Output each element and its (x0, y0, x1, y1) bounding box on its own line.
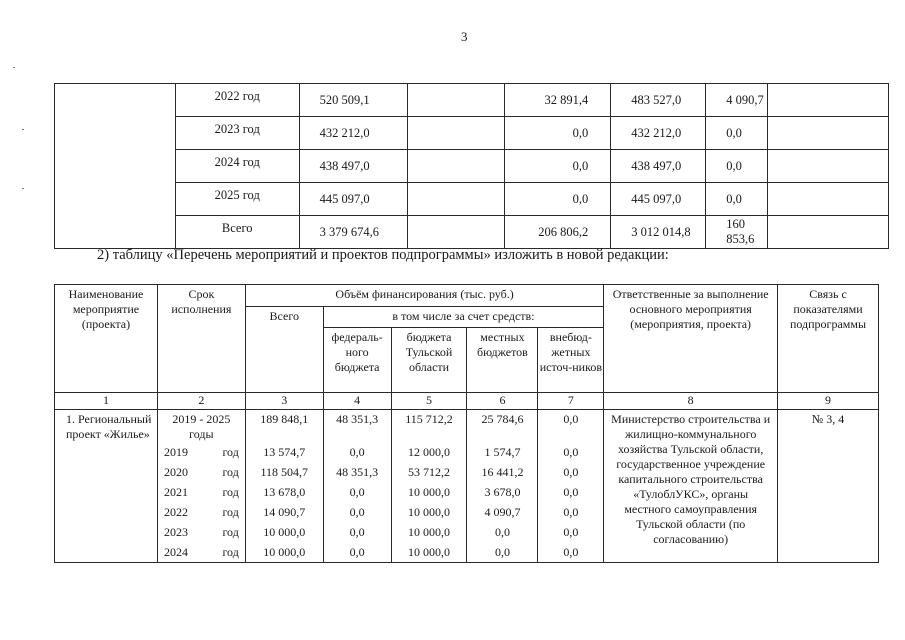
regional-year-value: 10 000,0 (408, 545, 451, 559)
local-cell: 0,0 (706, 183, 768, 216)
local-year-value: 3 678,0 (484, 485, 521, 499)
local-cell: 0,0 (706, 117, 768, 150)
total-year-value: 10 000,0 (263, 525, 306, 539)
scan-mark (22, 188, 24, 189)
federal-cell: 206 806,2 (505, 216, 611, 249)
federal-year-value: 48 351,3 (336, 465, 379, 479)
extra-column (538, 410, 604, 563)
responsible-cell: Министерство строительства и жилищно-коммунального хозяйства Тульской области, государственное учреждение капитального строительства «ТулоблУКС», органы местного самоуправления Тульской области (по согласованию) (604, 410, 778, 563)
column-number: 9 (778, 393, 879, 410)
year-unit: год (222, 445, 239, 459)
year-cell: 2022 год (175, 84, 299, 117)
column-number: 1 (55, 393, 158, 410)
local-cell: 4 090,7 (706, 84, 768, 117)
extra-year-value: 0,0 (563, 445, 579, 459)
year-line (158, 462, 245, 482)
regional-year-value: 53 712,2 (408, 465, 451, 479)
empty-cell (768, 84, 889, 117)
empty-cell (407, 150, 505, 183)
empty-cell (768, 183, 889, 216)
scan-mark (13, 67, 15, 68)
federal-period-value: 48 351,3 (336, 412, 379, 426)
empty-cell (407, 84, 505, 117)
total-year-value: 13 678,0 (263, 485, 306, 499)
header-responsible: Ответственные за выполнение основного мероприятия (мероприятия, проекта) (604, 285, 778, 393)
year-value: 2023 (163, 525, 188, 539)
extra-year-value: 0,0 (563, 505, 579, 519)
link-cell: № 3, 4 (778, 410, 879, 563)
header-link: Связь с показателями подпрограммы (778, 285, 879, 393)
instruction-paragraph: 2) таблицу «Перечень мероприятий и проектов подпрограммы» изложить в новой редакции: (97, 247, 669, 263)
page-number: 3 (461, 29, 468, 44)
federal-cell: 0,0 (505, 150, 611, 183)
federal-year-value: 0,0 (349, 545, 365, 559)
total-year-value: 14 090,7 (263, 505, 306, 519)
year-value: 2021 (163, 485, 188, 499)
regional-period-value: 115 712,2 (405, 412, 453, 426)
regional-cell: 445 097,0 (611, 183, 706, 216)
empty-cell (407, 117, 505, 150)
local-year-value: 4 090,7 (484, 505, 521, 519)
header-federal: федераль-ного бюджета (323, 328, 391, 393)
local-year-value: 16 441,2 (481, 465, 524, 479)
header-funding: Объём финансирования (тыс. руб.) (245, 285, 603, 307)
regional-year-value: 10 000,0 (408, 485, 451, 499)
federal-cell: 0,0 (505, 183, 611, 216)
header-name: Наименование мероприятие (проекта) (55, 285, 158, 393)
year-cell: 2024 год (175, 150, 299, 183)
year-unit: год (222, 465, 239, 479)
year-line (158, 522, 245, 542)
header-extra: внебюд-жетных источ-ников (538, 328, 604, 393)
term-cell (157, 410, 245, 563)
regional-year-value: 10 000,0 (408, 525, 451, 539)
period-label: 2019 - 2025 годы (172, 412, 231, 441)
local-year-value: 1 574,7 (484, 445, 521, 459)
year-unit: год (222, 505, 239, 519)
column-number: 5 (391, 393, 467, 410)
local-cell: 160 853,6 (706, 216, 768, 249)
empty-cell (768, 117, 889, 150)
federal-cell: 32 891,4 (505, 84, 611, 117)
year-cell: Всего (175, 216, 299, 249)
federal-cell: 0,0 (505, 117, 611, 150)
federal-year-value: 0,0 (349, 505, 365, 519)
total-column (245, 410, 323, 563)
total-year-value: 10 000,0 (263, 545, 306, 559)
table-row (55, 150, 889, 183)
regional-cell: 483 527,0 (611, 84, 706, 117)
regional-cell: 438 497,0 (611, 150, 706, 183)
header-term: Срок исполнения (157, 285, 245, 393)
header-regional: бюджета Тульской области (391, 328, 467, 393)
empty-cell (768, 150, 889, 183)
header-total: Всего (245, 307, 323, 393)
empty-cell (768, 216, 889, 249)
year-line (158, 502, 245, 522)
extra-year-value: 0,0 (563, 545, 579, 559)
extra-year-value: 0,0 (563, 485, 579, 499)
year-line (158, 542, 245, 562)
column-number: 3 (245, 393, 323, 410)
federal-year-value: 0,0 (349, 445, 365, 459)
total-cell: 432 212,0 (299, 117, 407, 150)
local-period-value: 25 784,6 (481, 412, 524, 426)
table-row (55, 216, 889, 249)
federal-year-value: 0,0 (349, 525, 365, 539)
federal-column (323, 410, 391, 563)
column-number: 6 (467, 393, 538, 410)
regional-cell: 3 012 014,8 (611, 216, 706, 249)
local-year-value: 0,0 (494, 525, 510, 539)
extra-year-value: 0,0 (563, 465, 579, 479)
column-number: 7 (538, 393, 604, 410)
total-cell: 3 379 674,6 (299, 216, 407, 249)
extra-year-value: 0,0 (563, 525, 579, 539)
year-value: 2022 (163, 505, 188, 519)
regional-year-value: 10 000,0 (408, 505, 451, 519)
header-local: местных бюджетов (467, 328, 538, 393)
blank-cell (55, 84, 176, 249)
scan-mark (22, 129, 24, 130)
measures-table (54, 284, 879, 563)
empty-cell (407, 216, 505, 249)
table-row (55, 84, 889, 117)
local-column (467, 410, 538, 563)
empty-cell (407, 183, 505, 216)
regional-year-value: 12 000,0 (408, 445, 451, 459)
column-number: 4 (323, 393, 391, 410)
year-unit: год (222, 525, 239, 539)
year-value: 2024 (163, 545, 188, 559)
local-year-value: 0,0 (494, 545, 510, 559)
table-row (55, 183, 889, 216)
year-line (158, 442, 245, 462)
year-value: 2020 (163, 465, 188, 479)
year-unit: год (222, 485, 239, 499)
year-line (158, 482, 245, 502)
header-including: в том числе за счет средств: (323, 307, 604, 328)
year-cell: 2023 год (175, 117, 299, 150)
year-value: 2019 (163, 445, 188, 459)
column-number: 2 (157, 393, 245, 410)
total-cell: 520 509,1 (299, 84, 407, 117)
year-cell: 2025 год (175, 183, 299, 216)
total-period-value: 189 848,1 (260, 412, 309, 426)
total-year-value: 13 574,7 (263, 445, 306, 459)
year-unit: год (222, 545, 239, 559)
federal-year-value: 0,0 (349, 485, 365, 499)
table-row (55, 117, 889, 150)
regional-cell: 432 212,0 (611, 117, 706, 150)
funding-summary-table (54, 83, 889, 249)
total-cell: 445 097,0 (299, 183, 407, 216)
local-cell: 0,0 (706, 150, 768, 183)
extra-period-value: 0,0 (563, 412, 579, 426)
column-number: 8 (604, 393, 778, 410)
total-year-value: 118 504,7 (260, 465, 309, 479)
project-name: 1. Региональный проект «Жилье» (55, 410, 158, 563)
total-cell: 438 497,0 (299, 150, 407, 183)
regional-column (391, 410, 467, 563)
